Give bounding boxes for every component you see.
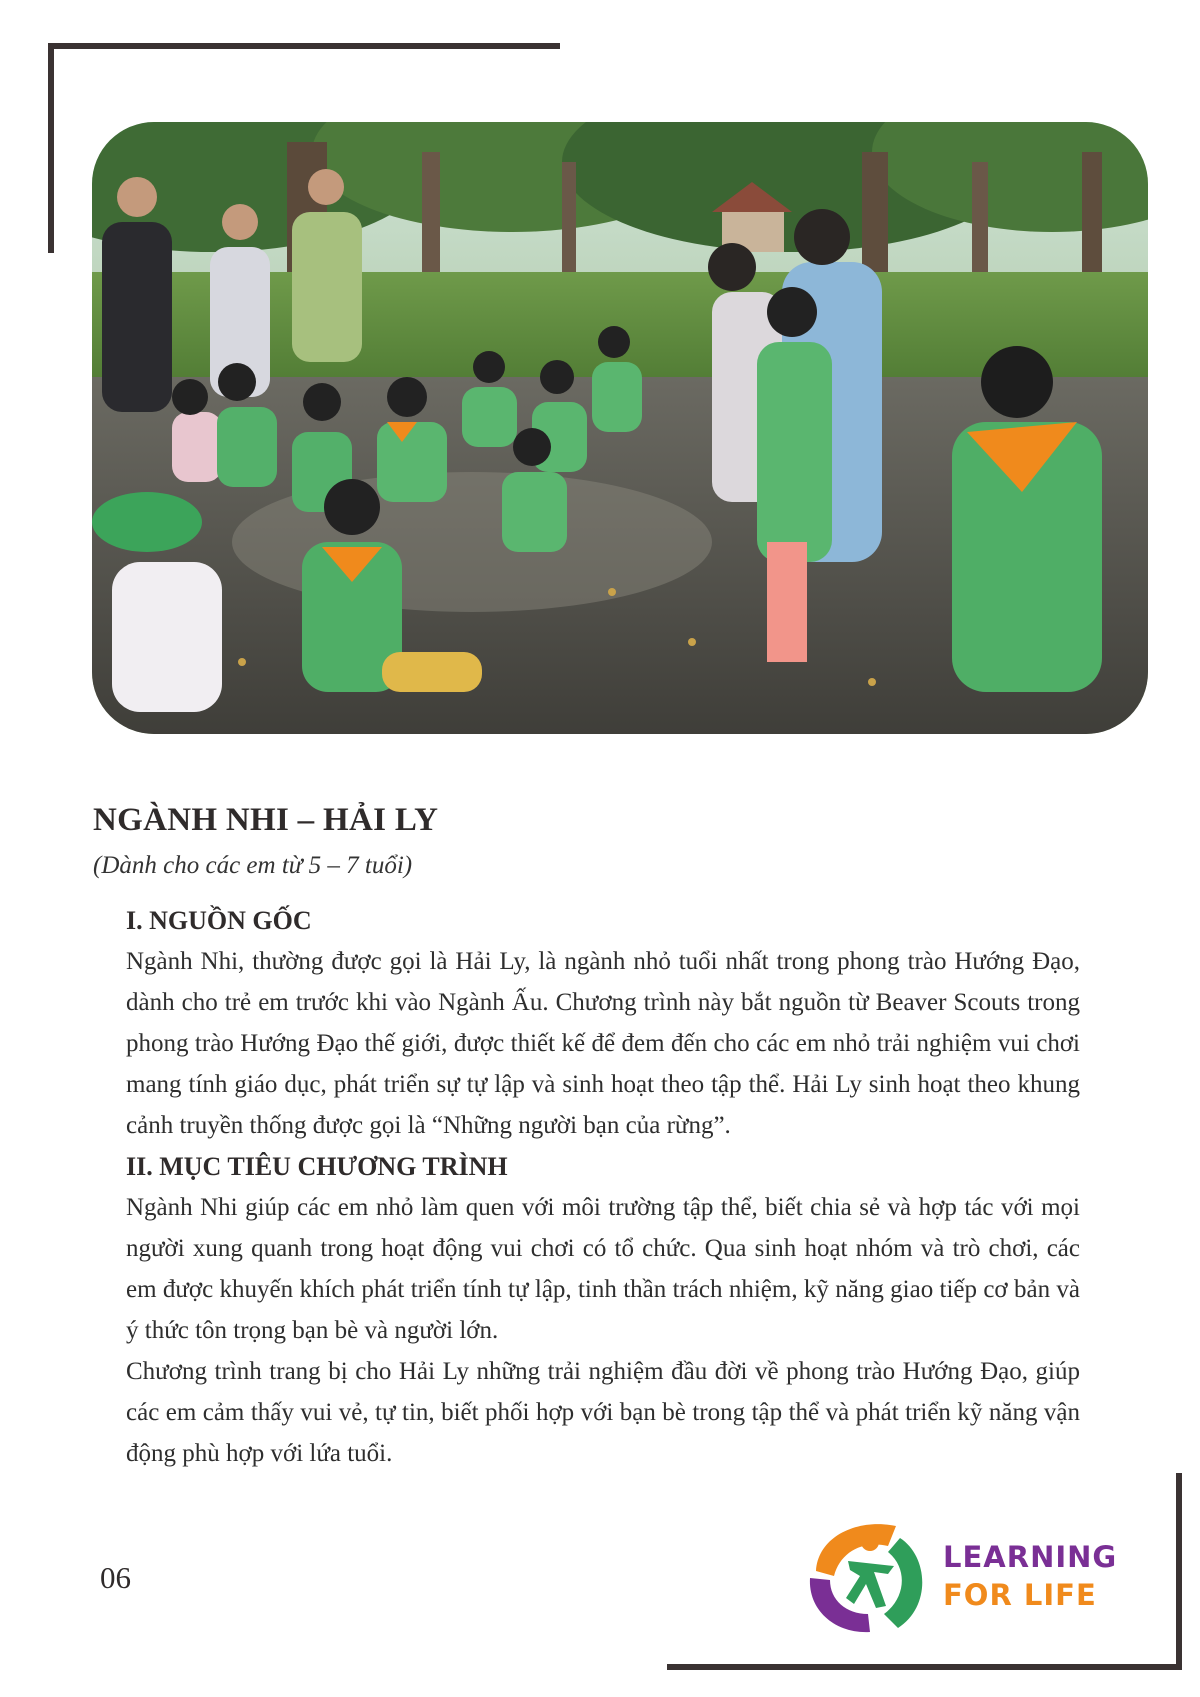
logo-mark-icon [808, 1516, 932, 1636]
section-title: NGÀNH NHI – HẢI LY [93, 802, 439, 838]
page-number: 06 [100, 1560, 131, 1595]
origin-heading: I. NGUỒN GỐC [126, 906, 312, 935]
frame-corner-bottom-vertical [1176, 1473, 1182, 1670]
section-content [126, 900, 1080, 1474]
goals-paragraph-1: Ngành Nhi giúp các em nhỏ làm quen với môi trường tập thể, biết chia sẻ và hợp tác với mọi người xung quanh trong hoạt động vui chơi có tổ chức. Qua sinh hoạt nhóm và trò chơi, các em được khuyến khích phát triển tính tự lập, tinh thần trách nhiệm, kỹ năng giao tiếp cơ bản và ý thức tôn trọng bạn bè và người lớn. [126, 1194, 1080, 1344]
frame-corner-bottom-horizontal [667, 1664, 1182, 1670]
section-subtitle: (Dành cho các em từ 5 – 7 tuổi) [93, 852, 413, 879]
logo-text-for-life: FOR LIFE [943, 1578, 1097, 1612]
frame-corner-top-horizontal [48, 43, 560, 49]
origin-paragraph: Ngành Nhi, thường được gọi là Hải Ly, là ngành nhỏ tuổi nhất trong phong trào Hướng Đạo, dành cho trẻ em trước khi vào Ngành Ấu. Chương trình này bắt nguồn từ Beaver Scouts trong phong trào Hướng Đạo thế giới, được thiết kế để đem đến cho các em nhỏ trải nghiệm vui chơi mang tính giáo dục, phát triển sự tự lập và sinh hoạt theo tập thể. Hải Ly sinh hoạt theo khung cảnh truyền thống được gọi là “Những người bạn của rừng”. [126, 948, 1080, 1139]
goals-heading: II. MỤC TIÊU CHƯƠNG TRÌNH [126, 1152, 508, 1181]
goals-paragraph-2: Chương trình trang bị cho Hải Ly những trải nghiệm đầu đời về phong trào Hướng Đạo, giúp các em cảm thấy vui vẻ, tự tin, biết phối hợp với bạn bè trong tập thể và phát triển kỹ năng vận động phù hợp với lứa tuổi. [126, 1358, 1080, 1467]
frame-corner-top-vertical [48, 43, 54, 253]
logo-text-learning: LEARNING [943, 1540, 1118, 1574]
scouts-group-photo [92, 122, 1148, 734]
learning-for-life-logo [808, 1516, 1118, 1636]
